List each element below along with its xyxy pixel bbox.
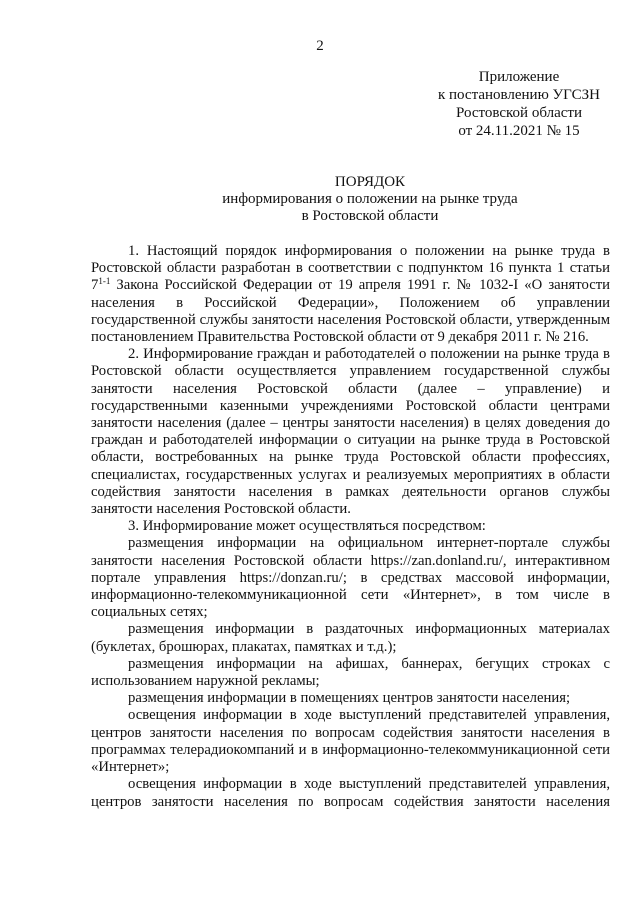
title-heading: ПОРЯДОК bbox=[334, 174, 406, 190]
appendix-line: Ростовской области bbox=[456, 105, 582, 121]
title-subtitle-line: в Ростовской области bbox=[301, 208, 439, 224]
paragraph-3: 3. Информирование может осуществляться посредством: bbox=[128, 518, 486, 535]
paragraph-8: освещения информации в ходе выступлений представителей управления, центров занятости населения по вопросам содействия занятости населения в программах телерадиокомпаний и в информационно-телекоммуникационной сети «Интернет»; bbox=[91, 707, 610, 776]
paragraph-6: размещения информации на афишах, баннерах, бегущих строках с использованием наружной рекламы; bbox=[91, 655, 610, 690]
appendix-line: от 24.11.2021 № 15 bbox=[458, 123, 580, 139]
document-body bbox=[91, 243, 610, 811]
paragraph-9: освещения информации в ходе выступлений представителей управления, центров занятости населения по вопросам содействия занятости населения bbox=[91, 776, 610, 810]
paragraph-1-superscript: 1-1 bbox=[98, 276, 111, 287]
paragraph-2: 2. Информирование граждан и работодателей о положении на рынке труда в Ростовской области осуществляется управлением государственной службы занятости населения Ростовской области (далее – управление) и государственными казенными учреждениями Ростовской области центрами занятости населения (далее – центры занятости населения) в целях доведения до граждан и работодателей информации о ситуации на рынке труда в Ростовской области, востребованных на рынке труда Ростовской области профессиях, специалистах, государственных услугах и реализуемых мероприятиях в области содействия занятости населения в рамках деятельности органов службы занятости населения Ростовской области. bbox=[91, 346, 610, 518]
paragraph-7: размещения информации в помещениях центров занятости населения; bbox=[128, 690, 571, 707]
paragraph-1 bbox=[91, 243, 610, 346]
appendix-line: к постановлению УГСЗН bbox=[437, 87, 600, 103]
appendix-line: Приложение bbox=[478, 69, 560, 85]
appendix-block bbox=[400, 68, 638, 140]
document-title bbox=[60, 174, 640, 225]
paragraph-1-text-a: 1. Настоящий порядок информирования о положении на рынке труда в Ростовской области разработан в соответствии с подпунктом 16 пункта 1 статьи 7 bbox=[91, 243, 610, 294]
title-subtitle-line: информирования о положении на рынке труда bbox=[222, 191, 518, 207]
paragraph-1-text-b: Закона Российской Федерации от 19 апреля 1991 г. № 1032-I «О занятости населения в Российской Федерации», Положением об управлении государственной службы занятости населения Ростовской области, утвержденным постановлением Правительства Ростовской области от 9 декабря 2011 г. № 216. bbox=[91, 277, 610, 346]
paragraph-5: размещения информации в раздаточных информационных материалах (буклетах, брошюрах, плакатах, памятках и т.д.); bbox=[91, 621, 610, 655]
page-number: 2 bbox=[316, 38, 324, 54]
paragraph-4: размещения информации на официальном интернет-портале службы занятости населения Ростовской области https://zan.donland.ru/, интерактивном портале управления https://donzan.ru/; в средствах массовой информации, информационно-телекоммуникационной сети «Интернет», в том числе в социальных сетях; bbox=[91, 535, 610, 621]
